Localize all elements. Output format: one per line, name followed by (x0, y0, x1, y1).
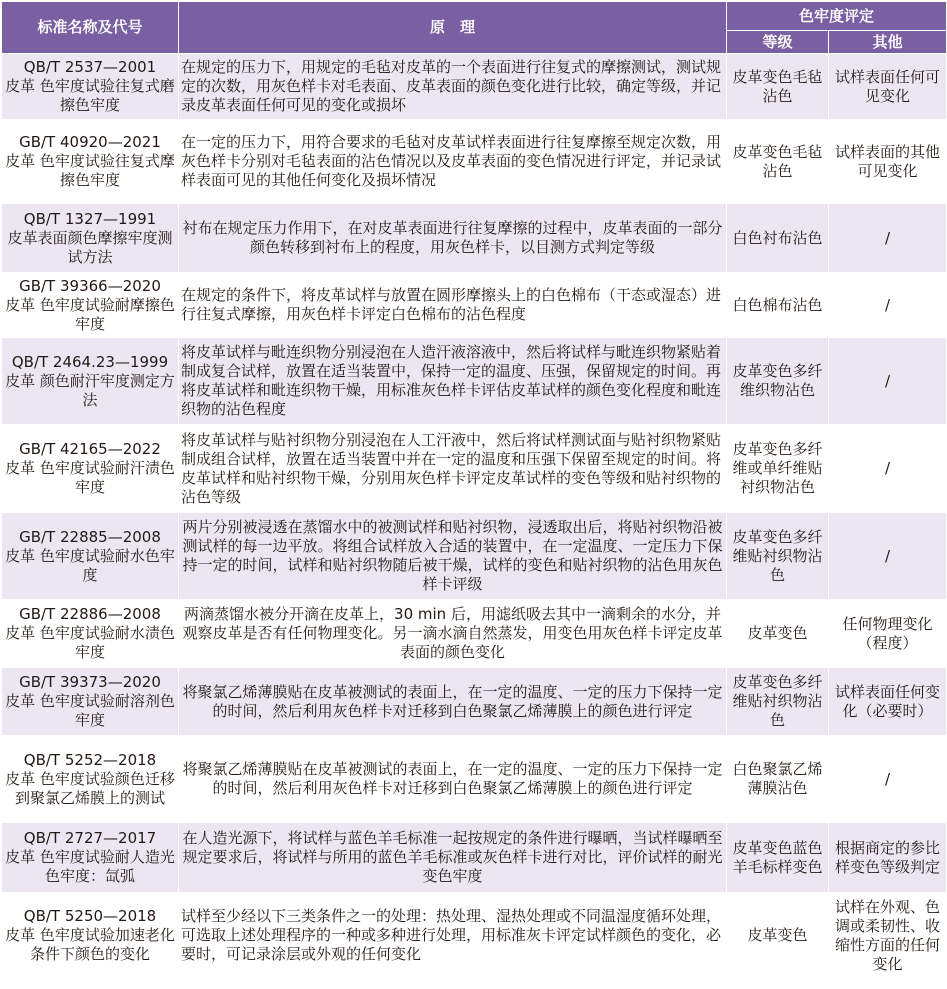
other-cell: 试样表面的其他可见变化 (829, 120, 947, 204)
other-cell: / (829, 338, 947, 425)
grade-cell: 皮革变色蓝色羊毛标样变色 (727, 823, 829, 893)
grade-cell: 皮革变色毛毡沾色 (727, 120, 829, 204)
grade-cell: 白色棉布沾色 (727, 273, 829, 338)
standard-name-cell (2, 668, 179, 736)
table-row (2, 823, 947, 893)
standard-name-cell (2, 893, 179, 979)
standard-name-cell (2, 823, 179, 893)
other-cell: / (829, 513, 947, 600)
table-row (2, 600, 947, 668)
standard-name-cell (2, 54, 179, 120)
standard-name-cell (2, 338, 179, 425)
other-cell: 试样表面任何可见变化 (829, 54, 947, 120)
principle-cell: 将皮革试样与毗连织物分别浸泡在人造汗液溶液中，然后将试样与毗连织物紧贴着制成复合试样，放置在适当装置中，保持一定的温度、压强，保留规定的时间。再将皮革试样和毗连织物干燥，用标准灰色样卡评估皮革试样的颜色变化程度和毗连织物的沾色程度 (179, 338, 727, 425)
grade-cell: 白色衬布沾色 (727, 204, 829, 273)
standard-code: QB/T 2537—2001 (23, 58, 157, 76)
principle-cell: 衬布在规定压力作用下，在对皮革表面进行往复摩擦的过程中，皮革表面的一部分颜色转移到衬布上的程度，用灰色样卡，以目测方式判定等级 (179, 204, 727, 273)
standard-name-cell (2, 425, 179, 513)
standard-title: 皮革 色牢度试验耐人造光色牢度：氙弧 (5, 848, 175, 885)
other-cell: 试样在外观、色调或柔韧性、收缩性方面的任何变化 (829, 893, 947, 979)
grade-cell: 白色聚氯乙烯薄膜沾色 (727, 736, 829, 823)
principle-cell: 将聚氯乙烯薄膜贴在皮革被测试的表面上，在一定的温度、一定的压力下保持一定的时间，然后利用灰色样卡对迁移到白色聚氯乙烯薄膜上的颜色进行评定 (179, 736, 727, 823)
grade-cell: 皮革变色毛毡沾色 (727, 54, 829, 120)
standard-code: QB/T 2727—2017 (23, 829, 157, 847)
other-cell: 试样表面任何变化（必要时） (829, 668, 947, 736)
standard-code: GB/T 39366—2020 (19, 276, 161, 295)
other-cell: / (829, 273, 947, 338)
standard-code: QB/T 5252—2018 (23, 750, 157, 769)
standard-title: 皮革表面颜色摩擦牢度测试方法 (7, 228, 173, 266)
table-row (2, 273, 947, 338)
grade-cell: 皮革变色 (727, 600, 829, 668)
standard-title: 皮革 色牢度试验往复式磨擦色牢度 (5, 77, 175, 114)
standard-name-cell (2, 513, 179, 600)
table-row (2, 204, 947, 273)
other-cell: / (829, 736, 947, 823)
standard-code: QB/T 5250—2018 (23, 907, 157, 925)
grade-cell: 皮革变色多纤维或单纤维贴衬织物沾色 (727, 425, 829, 513)
standard-name-cell (2, 204, 179, 273)
standard-title: 皮革 色牢度试验颜色迁移到聚氯乙烯膜上的测试 (5, 769, 175, 807)
standard-name-cell (2, 736, 179, 823)
grade-cell: 皮革变色多纤维贴衬织物沾色 (727, 668, 829, 736)
principle-cell: 两片分别被浸透在蒸馏水中的被测试样和贴衬织物，浸透取出后，将贴衬织物沿被测试样的每一边平放。将组合试样放入合适的装置中，在一定温度、一定压力下保持一定的时间，试样和贴衬织物随后被干燥，试样的变色和贴衬织物的沾色用灰色样卡评级 (179, 513, 727, 600)
other-cell: 根据商定的参比样变色等级判定 (829, 823, 947, 893)
header-other: 其他 (829, 31, 947, 54)
principle-cell: 试样至少经以下三类条件之一的处理：热处理、湿热处理或不同温湿度循环处理，可选取上述处理程序的一种或多种进行处理，用标准灰卡评定试样颜色的变化，必要时，可记录涂层或外观的任何变化 (179, 893, 727, 979)
standard-title: 皮革 色牢度试验往复式摩擦色牢度 (5, 152, 175, 189)
table-row (2, 338, 947, 425)
standard-code: GB/T 22885—2008 (19, 527, 161, 546)
table-row (2, 668, 947, 736)
standard-code: GB/T 40920—2021 (19, 133, 161, 151)
standard-title: 皮革 色牢度试验加速老化条件下颜色的变化 (5, 926, 175, 963)
standard-title: 皮革 色牢度试验耐摩擦色牢度 (5, 295, 175, 333)
principle-cell: 在规定的条件下，将皮革试样与放置在圆形摩擦头上的白色棉布（干态或湿态）进行往复式摩擦，用灰色样卡评定白色棉布的沾色程度 (179, 273, 727, 338)
table-row (2, 120, 947, 204)
table-row (2, 513, 947, 600)
standard-name-cell (2, 273, 179, 338)
header-rating: 色牢度评定 (727, 2, 947, 31)
principle-cell: 两滴蒸馏水被分开滴在皮革上，30 min 后，用滤纸吸去其中一滴剩余的水分，并观察皮革是否有任何物理变化。另一滴水滴自然蒸发，用变色用灰色样卡评定皮革表面的颜色变化 (179, 600, 727, 668)
table-row (2, 893, 947, 979)
table-row (2, 425, 947, 513)
principle-cell: 在规定的压力下，用规定的毛毡对皮革的一个表面进行往复式的摩擦测试，测试规定的次数，用灰色样卡对毛表面、皮革表面的颜色变化进行比较，确定等级，并记录皮革表面任何可见的变化或损坏 (179, 54, 727, 120)
standard-title: 皮革 色牢度试验耐水渍色牢度 (5, 624, 175, 661)
standard-code: QB/T 1327—1991 (23, 209, 157, 228)
other-cell: / (829, 204, 947, 273)
other-cell: 任何物理变化（程度） (829, 600, 947, 668)
standard-title: 皮革 色牢度试验耐汗渍色牢度 (5, 459, 175, 496)
header-principle: 原 理 (179, 2, 727, 54)
principle-cell: 将皮革试样与贴衬织物分别浸泡在人工汗液中，然后将试样测试面与贴衬织物紧贴制成组合试样，放置在适当装置中并在一定的温度和压强下保留至规定的时间。将皮革试样和贴衬织物干燥，分别用灰色样卡评定皮革试样的变色等级和贴衬织物的沾色等级 (179, 425, 727, 513)
standard-code: GB/T 22886—2008 (19, 605, 161, 623)
standard-name-cell (2, 120, 179, 204)
principle-cell: 将聚氯乙烯薄膜贴在皮革被测试的表面上，在一定的温度、一定的压力下保持一定的时间，然后利用灰色样卡对迁移到白色聚氯乙烯薄膜上的颜色进行评定 (179, 668, 727, 736)
table-row (2, 736, 947, 823)
other-cell: / (829, 425, 947, 513)
header-grade: 等级 (727, 31, 829, 54)
standard-title: 皮革 色牢度试验耐水色牢度 (5, 546, 175, 584)
grade-cell: 皮革变色 (727, 893, 829, 979)
principle-cell: 在人造光源下，将试样与蓝色羊毛标准一起按规定的条件进行曝晒，当试样曝晒至规定要求后，将试样与所用的蓝色羊毛标准或灰色样卡进行对比，评价试样的耐光变色牢度 (179, 823, 727, 893)
grade-cell: 皮革变色多纤维织物沾色 (727, 338, 829, 425)
standard-code: GB/T 39373—2020 (19, 673, 161, 691)
standards-table (1, 1, 947, 979)
standard-code: QB/T 2464.23—1999 (11, 352, 169, 371)
standard-title: 皮革 颜色耐汗牢度测定方法 (5, 371, 175, 409)
standard-name-cell (2, 600, 179, 668)
grade-cell: 皮革变色多纤维贴衬织物沾色 (727, 513, 829, 600)
principle-cell: 在一定的压力下，用符合要求的毛毡对皮革试样表面进行往复摩擦至规定次数，用灰色样卡分别对毛毡表面的沾色情况以及皮革表面的变色情况进行评定，并记录试样表面可见的其他任何变化及损坏情况 (179, 120, 727, 204)
table-row (2, 54, 947, 120)
header-name: 标准名称及代号 (2, 2, 179, 54)
standard-title: 皮革 色牢度试验耐溶剂色牢度 (5, 692, 175, 729)
standard-code: GB/T 42165—2022 (19, 440, 161, 458)
